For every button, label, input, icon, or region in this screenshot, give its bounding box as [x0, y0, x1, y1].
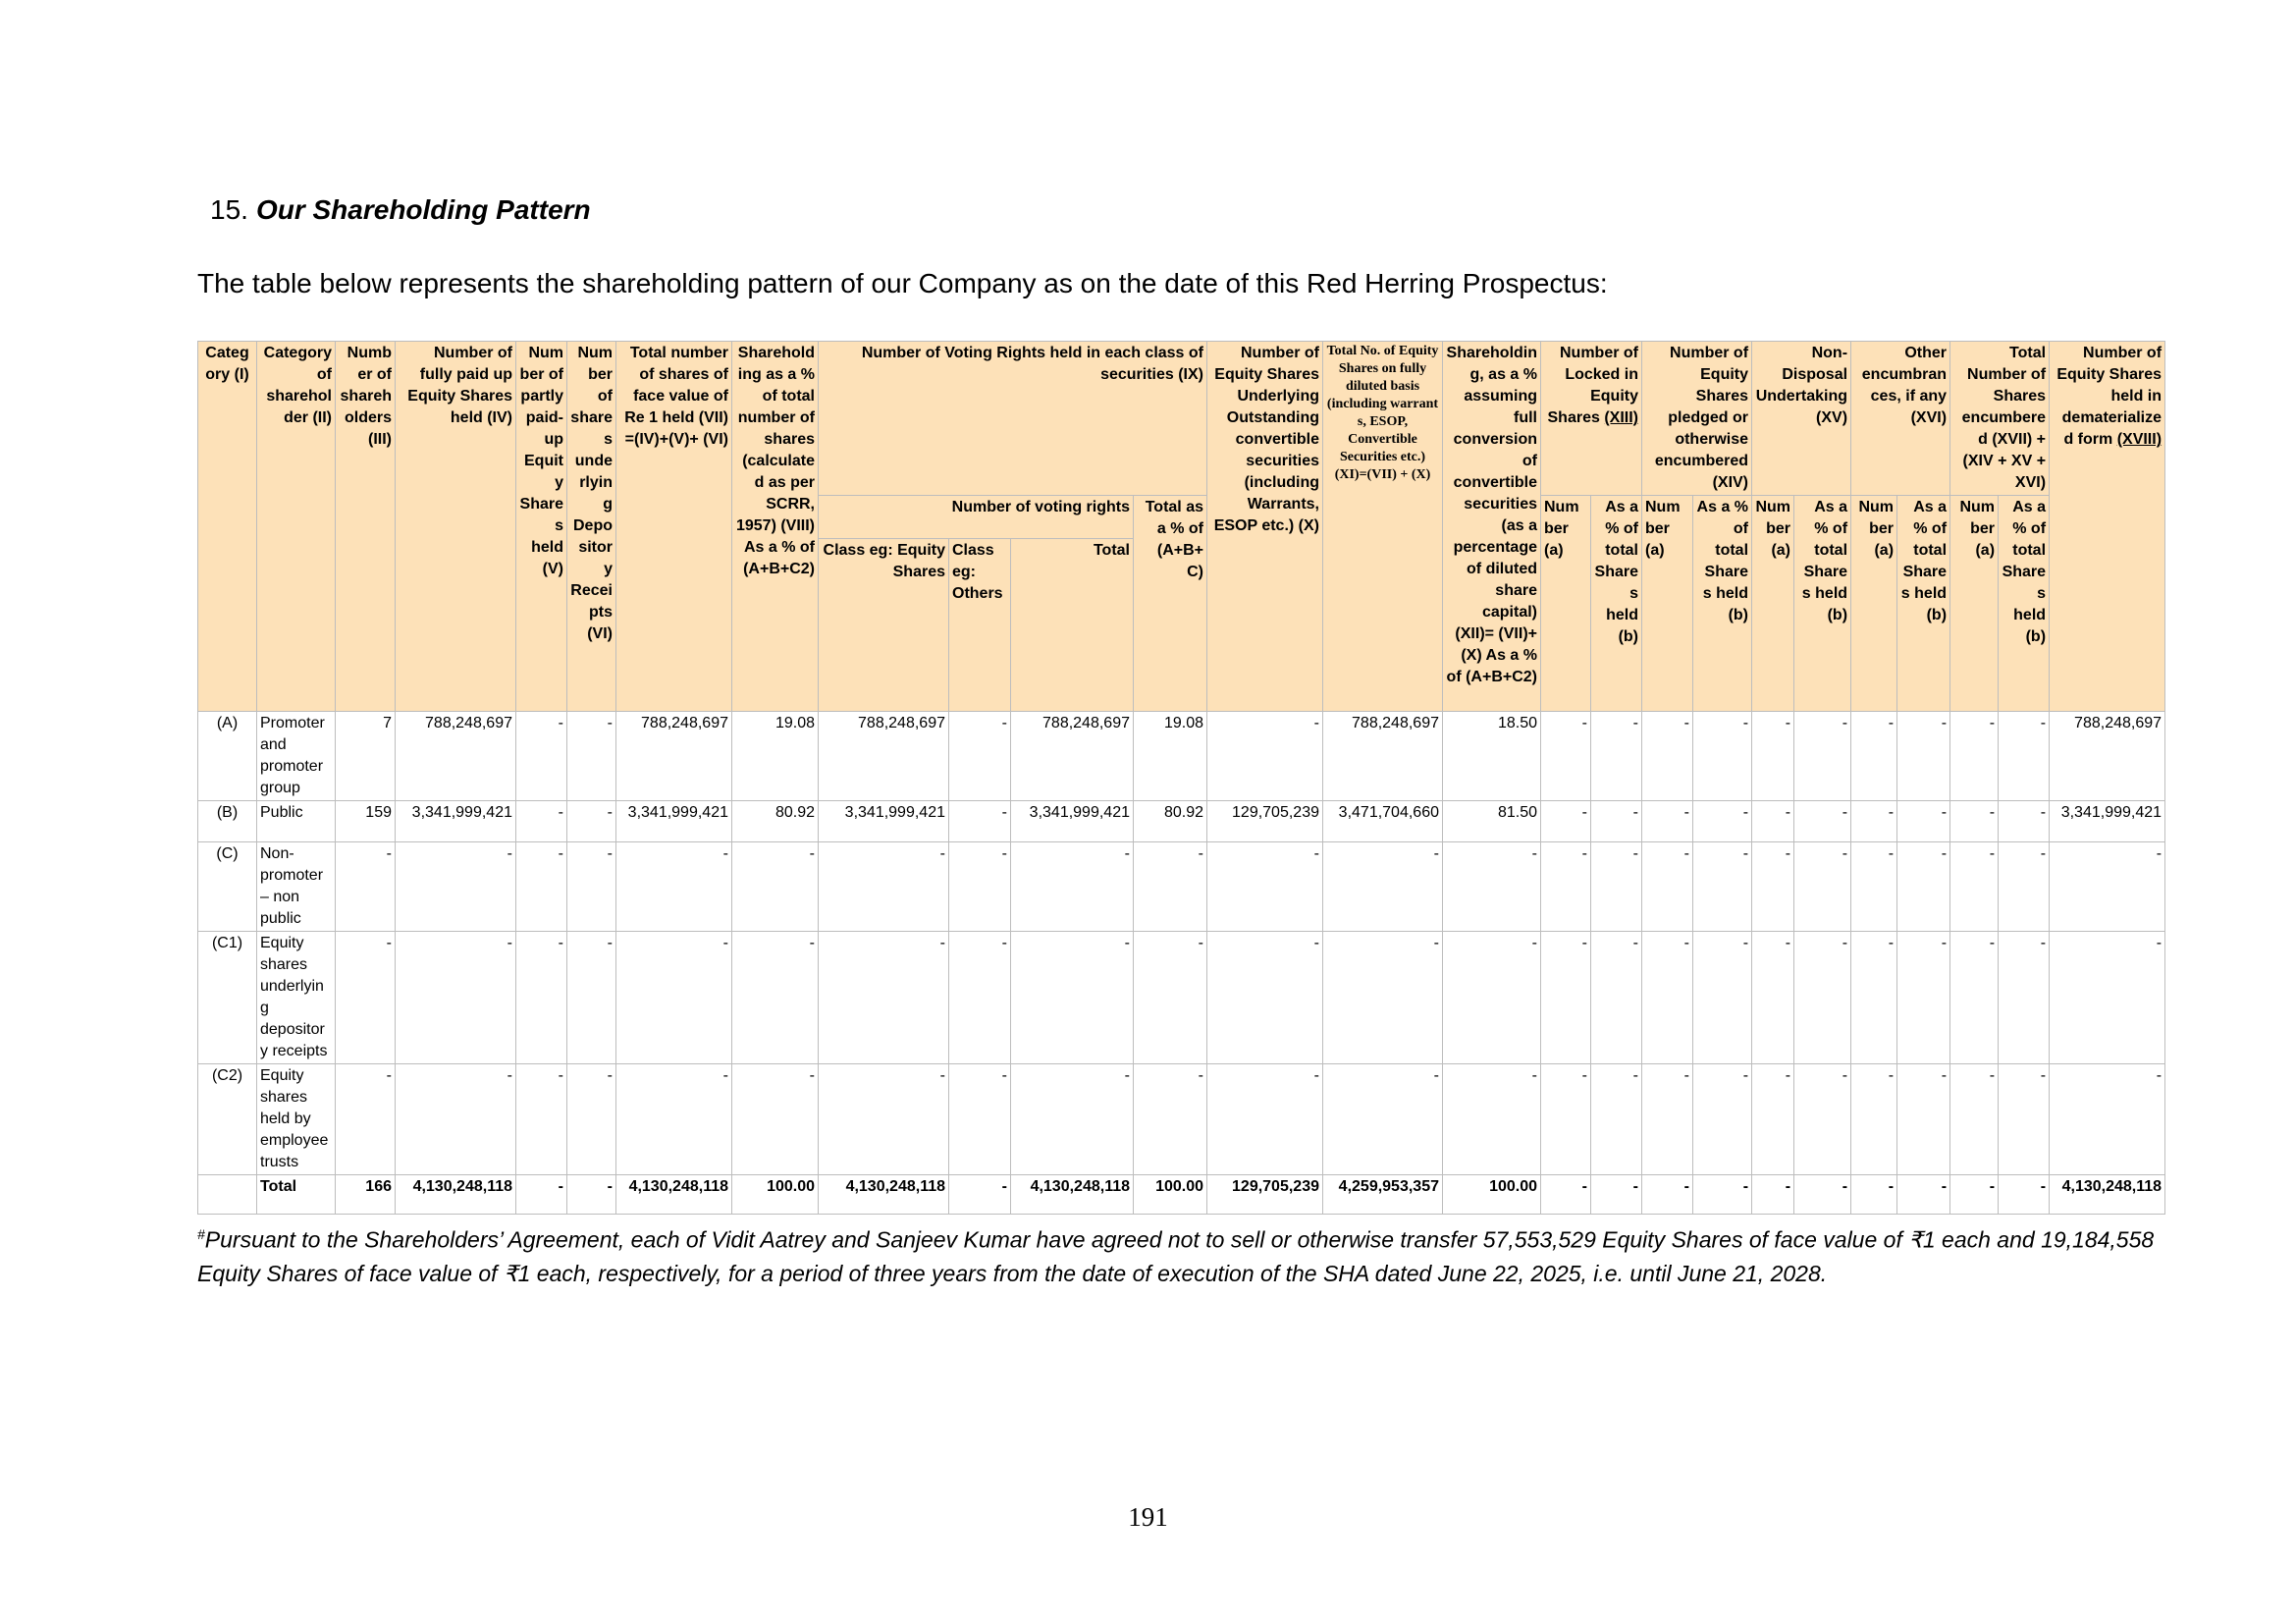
cell-depository: - [567, 1175, 616, 1215]
cell-fully-paid: 788,248,697 [396, 712, 516, 801]
cell-name: Non-promoter – non public [257, 842, 336, 932]
cell-vr-pct: 19.08 [1134, 712, 1207, 801]
cell-te-a: - [1950, 712, 1999, 801]
shareholding-table [197, 341, 2165, 1215]
cell-name: Promoter and promoter group [257, 712, 336, 801]
table-body [198, 712, 2165, 1215]
cell-code: (C2) [198, 1064, 257, 1175]
cell-diluted-pct: 100.00 [1443, 1175, 1541, 1215]
cell-convertible: - [1207, 842, 1323, 932]
cell-nd-b: - [1794, 842, 1851, 932]
cell-oe-a: - [1851, 801, 1897, 842]
header-locked-in-roman: (XIII) [1604, 409, 1638, 426]
cell-class-equity: - [819, 932, 949, 1064]
cell-lock-b: - [1591, 801, 1642, 842]
cell-nd-b: - [1794, 1064, 1851, 1175]
header-pledge-b: As a % of total Shares held (b) [1693, 496, 1752, 712]
cell-vr-pct: 80.92 [1134, 801, 1207, 842]
section-number: 15. [210, 194, 248, 225]
cell-code [198, 1175, 257, 1215]
cell-te-b: - [1999, 842, 2050, 932]
cell-fully-paid: - [396, 1064, 516, 1175]
cell-vr-total: - [1011, 932, 1134, 1064]
cell-pledge-a: - [1642, 1175, 1693, 1215]
cell-oe-b: - [1897, 712, 1950, 801]
cell-lock-b: - [1591, 842, 1642, 932]
cell-name: Equity shares held by employee trusts [257, 1064, 336, 1175]
cell-code: (B) [198, 801, 257, 842]
cell-code: (A) [198, 712, 257, 801]
cell-total: 3,341,999,421 [616, 801, 732, 842]
cell-fully-paid: 3,341,999,421 [396, 801, 516, 842]
cell-class-equity: 3,341,999,421 [819, 801, 949, 842]
cell-demat: 788,248,697 [2050, 712, 2165, 801]
header-nd-a: Number (a) [1752, 496, 1794, 712]
cell-te-a: - [1950, 1064, 1999, 1175]
section-title: Our Shareholding Pattern [255, 194, 591, 225]
cell-demat: - [2050, 932, 2165, 1064]
cell-total: - [616, 1064, 732, 1175]
cell-lock-b: - [1591, 712, 1642, 801]
cell-nd-b: - [1794, 712, 1851, 801]
cell-oe-a: - [1851, 932, 1897, 1064]
header-shareholding-pct: Shareholding as a % of total number of shares (calculated as per SCRR, 1957) (VIII) As a % of (A+B+C2) [732, 342, 819, 712]
cell-fully-paid: - [396, 842, 516, 932]
cell-holders: 7 [336, 712, 396, 801]
cell-partly-paid: - [516, 842, 567, 932]
cell-pct: 100.00 [732, 1175, 819, 1215]
cell-class-equity: 4,130,248,118 [819, 1175, 949, 1215]
cell-partly-paid: - [516, 712, 567, 801]
cell-holders: - [336, 1064, 396, 1175]
cell-class-others: - [949, 842, 1011, 932]
intro-text: The table below represents the shareholding pattern of our Company as on the date of this Red Herring Prospectus: [197, 268, 1608, 298]
cell-oe-b: - [1897, 1175, 1950, 1215]
cell-depository: - [567, 801, 616, 842]
cell-lock-b: - [1591, 1064, 1642, 1175]
footnote [197, 1218, 2170, 1290]
cell-nd-a: - [1752, 932, 1794, 1064]
cell-lock-a: - [1541, 712, 1591, 801]
cell-holders: 159 [336, 801, 396, 842]
cell-pct: - [732, 842, 819, 932]
cell-oe-a: - [1851, 842, 1897, 932]
cell-partly-paid: - [516, 801, 567, 842]
cell-pledge-a: - [1642, 1064, 1693, 1175]
cell-class-others: - [949, 932, 1011, 1064]
header-fully-paid: Number of fully paid up Equity Shares held (IV) [396, 342, 516, 712]
cell-te-a: - [1950, 932, 1999, 1064]
cell-code: (C1) [198, 932, 257, 1064]
header-pledged: Number of Equity Shares pledged or otherwise encumbered (XIV) [1642, 342, 1752, 496]
cell-te-b: - [1999, 1064, 2050, 1175]
cell-oe-b: - [1897, 842, 1950, 932]
cell-depository: - [567, 932, 616, 1064]
cell-diluted-total: - [1323, 842, 1443, 932]
header-lock-b: As a % of total Shares held (b) [1591, 496, 1642, 712]
header-vr-total: Total [1011, 539, 1134, 712]
cell-diluted-total: 788,248,697 [1323, 712, 1443, 801]
cell-holders: 166 [336, 1175, 396, 1215]
table-row [198, 801, 2165, 842]
cell-oe-b: - [1897, 1064, 1950, 1175]
cell-partly-paid: - [516, 1064, 567, 1175]
cell-pct: 19.08 [732, 712, 819, 801]
cell-oe-b: - [1897, 932, 1950, 1064]
cell-pledge-b: - [1693, 1175, 1752, 1215]
cell-nd-a: - [1752, 1064, 1794, 1175]
cell-te-a: - [1950, 1175, 1999, 1215]
cell-total: - [616, 932, 732, 1064]
cell-convertible: - [1207, 712, 1323, 801]
cell-class-equity: 788,248,697 [819, 712, 949, 801]
cell-demat: 4,130,248,118 [2050, 1175, 2165, 1215]
cell-diluted-pct: - [1443, 932, 1541, 1064]
page-number: 191 [1128, 1502, 1168, 1532]
cell-class-others: - [949, 801, 1011, 842]
cell-diluted-pct: - [1443, 1064, 1541, 1175]
cell-nd-a: - [1752, 801, 1794, 842]
cell-pledge-b: - [1693, 932, 1752, 1064]
header-demat-roman: (XVIII) [2116, 431, 2163, 448]
cell-te-b: - [1999, 932, 2050, 1064]
cell-vr-total: - [1011, 1064, 1134, 1175]
header-category-name: Category of shareholder (II) [257, 342, 336, 712]
cell-nd-a: - [1752, 712, 1794, 801]
cell-depository: - [567, 1064, 616, 1175]
header-te-b: As a % of total Shares held (b) [1999, 496, 2050, 712]
cell-lock-b: - [1591, 1175, 1642, 1215]
header-demat [2050, 342, 2165, 712]
cell-te-a: - [1950, 801, 1999, 842]
header-total-encumbered: Total Number of Shares encumbered (XVII) + (XIV + XV + XVI) [1950, 342, 2050, 496]
cell-lock-a: - [1541, 842, 1591, 932]
cell-fully-paid: 4,130,248,118 [396, 1175, 516, 1215]
cell-demat: 3,341,999,421 [2050, 801, 2165, 842]
table-row [198, 932, 2165, 1064]
cell-class-others: - [949, 712, 1011, 801]
header-total-shares: Total number of shares of face value of Re 1 held (VII) =(IV)+(V)+ (VI) [616, 342, 732, 712]
header-lock-a: Number (a) [1541, 496, 1591, 712]
cell-total: - [616, 842, 732, 932]
table-total-row [198, 1175, 2165, 1215]
header-shareholding-diluted: Shareholding, as a % assuming full conversion of convertible securities (as a percentage of diluted share capital) (XII)= (VII)+(X) As a % of (A+B+C2) [1443, 342, 1541, 712]
cell-partly-paid: - [516, 932, 567, 1064]
cell-name: Equity shares underlying depository receipts [257, 932, 336, 1064]
header-oe-b: As a % of total Shares held (b) [1897, 496, 1950, 712]
cell-diluted-pct: 81.50 [1443, 801, 1541, 842]
cell-diluted-total: 4,259,953,357 [1323, 1175, 1443, 1215]
header-locked-in [1541, 342, 1642, 496]
cell-oe-a: - [1851, 1064, 1897, 1175]
cell-te-a: - [1950, 842, 1999, 932]
cell-oe-a: - [1851, 712, 1897, 801]
header-nondisposal: Non-Disposal Undertaking (XV) [1752, 342, 1851, 496]
header-class-others: Class eg: Others [949, 539, 1011, 712]
header-num-holders: Number of shareholders (III) [336, 342, 396, 712]
header-vr-total-pct: Total as a % of (A+B+ C) [1134, 496, 1207, 712]
footnote-text: Pursuant to the Shareholders’ Agreement, each of Vidit Aatrey and Sanjeev Kumar have agreed not to sell or otherwise transfer 57,553,529 Equity Shares of face value of ₹1 each and 19,184,558 Equity Shares of face value of ₹1 each, respectively, for a period of three years from the date of execution of the SHA dated June 22, 2025, i.e. until June 21, 2028. [197, 1226, 2155, 1286]
cell-total: 4,130,248,118 [616, 1175, 732, 1215]
table-row [198, 1064, 2165, 1175]
cell-pct: - [732, 1064, 819, 1175]
cell-vr-total: 788,248,697 [1011, 712, 1134, 801]
header-depository: Number of shares underlying Depository Receipts (VI) [567, 342, 616, 712]
cell-nd-b: - [1794, 932, 1851, 1064]
cell-nd-a: - [1752, 1175, 1794, 1215]
cell-class-others: - [949, 1064, 1011, 1175]
header-oe-a: Number (a) [1851, 496, 1897, 712]
cell-depository: - [567, 842, 616, 932]
cell-diluted-total: - [1323, 932, 1443, 1064]
cell-vr-pct: - [1134, 842, 1207, 932]
cell-fully-paid: - [396, 932, 516, 1064]
cell-lock-a: - [1541, 932, 1591, 1064]
cell-vr-pct: 100.00 [1134, 1175, 1207, 1215]
cell-demat: - [2050, 1064, 2165, 1175]
cell-nd-b: - [1794, 801, 1851, 842]
footnote-marker: # [197, 1226, 205, 1242]
header-nd-b: As a % of total Shares held (b) [1794, 496, 1851, 712]
cell-depository: - [567, 712, 616, 801]
table-row [198, 842, 2165, 932]
header-voting-group: Number of Voting Rights held in each class of securities (IX) [819, 342, 1207, 496]
cell-pledge-b: - [1693, 1064, 1752, 1175]
cell-lock-a: - [1541, 1175, 1591, 1215]
cell-pledge-a: - [1642, 932, 1693, 1064]
cell-diluted-pct: - [1443, 842, 1541, 932]
cell-convertible: - [1207, 932, 1323, 1064]
header-other-encumbrances: Other encumbrances, if any (XVI) [1851, 342, 1950, 496]
cell-convertible: - [1207, 1064, 1323, 1175]
cell-diluted-total: 3,471,704,660 [1323, 801, 1443, 842]
cell-demat: - [2050, 842, 2165, 932]
cell-te-b: - [1999, 1175, 2050, 1215]
header-class-equity: Class eg: Equity Shares [819, 539, 949, 712]
cell-convertible: 129,705,239 [1207, 1175, 1323, 1215]
cell-holders: - [336, 842, 396, 932]
header-locked-in-label: Number of Locked in Equity Shares [1547, 345, 1638, 426]
cell-pct: - [732, 932, 819, 1064]
cell-name: Total [257, 1175, 336, 1215]
table-row [198, 712, 2165, 801]
cell-te-b: - [1999, 712, 2050, 801]
cell-convertible: 129,705,239 [1207, 801, 1323, 842]
cell-name: Public [257, 801, 336, 842]
cell-vr-total: 4,130,248,118 [1011, 1175, 1134, 1215]
cell-diluted-total: - [1323, 1064, 1443, 1175]
cell-te-b: - [1999, 801, 2050, 842]
cell-pledge-a: - [1642, 801, 1693, 842]
cell-vr-total: - [1011, 842, 1134, 932]
cell-code: (C) [198, 842, 257, 932]
cell-class-equity: - [819, 1064, 949, 1175]
cell-total: 788,248,697 [616, 712, 732, 801]
header-partly-paid: Number of partly paid-up Equity Shares held (V) [516, 342, 567, 712]
header-underlying-convertible: Number of Equity Shares Underlying Outstanding convertible securities (including Warrants, ESOP etc.) (X) [1207, 342, 1323, 712]
cell-vr-pct: - [1134, 932, 1207, 1064]
cell-oe-a: - [1851, 1175, 1897, 1215]
header-te-a: Number (a) [1950, 496, 1999, 712]
cell-pledge-b: - [1693, 842, 1752, 932]
cell-class-equity: - [819, 842, 949, 932]
cell-vr-pct: - [1134, 1064, 1207, 1175]
header-pledge-a: Number (a) [1642, 496, 1693, 712]
cell-pledge-a: - [1642, 842, 1693, 932]
header-category: Category (I) [198, 342, 257, 712]
section-heading [210, 194, 591, 226]
cell-pledge-a: - [1642, 712, 1693, 801]
cell-diluted-pct: 18.50 [1443, 712, 1541, 801]
header-voting-rights: Number of voting rights [819, 496, 1134, 539]
cell-pledge-b: - [1693, 801, 1752, 842]
cell-nd-a: - [1752, 842, 1794, 932]
header-total-diluted: Total No. of Equity Shares on fully diluted basis (including warrant s, ESOP, Convertible Securities etc.) (XI)=(VII) + (X) [1323, 342, 1443, 712]
cell-holders: - [336, 932, 396, 1064]
cell-lock-a: - [1541, 801, 1591, 842]
cell-pledge-b: - [1693, 712, 1752, 801]
cell-vr-total: 3,341,999,421 [1011, 801, 1134, 842]
cell-class-others: - [949, 1175, 1011, 1215]
header-demat-label: Number of Equity Shares held in dematerialized form [2056, 345, 2163, 448]
cell-oe-b: - [1897, 801, 1950, 842]
cell-lock-a: - [1541, 1064, 1591, 1175]
cell-partly-paid: - [516, 1175, 567, 1215]
cell-pct: 80.92 [732, 801, 819, 842]
cell-nd-b: - [1794, 1175, 1851, 1215]
cell-lock-b: - [1591, 932, 1642, 1064]
